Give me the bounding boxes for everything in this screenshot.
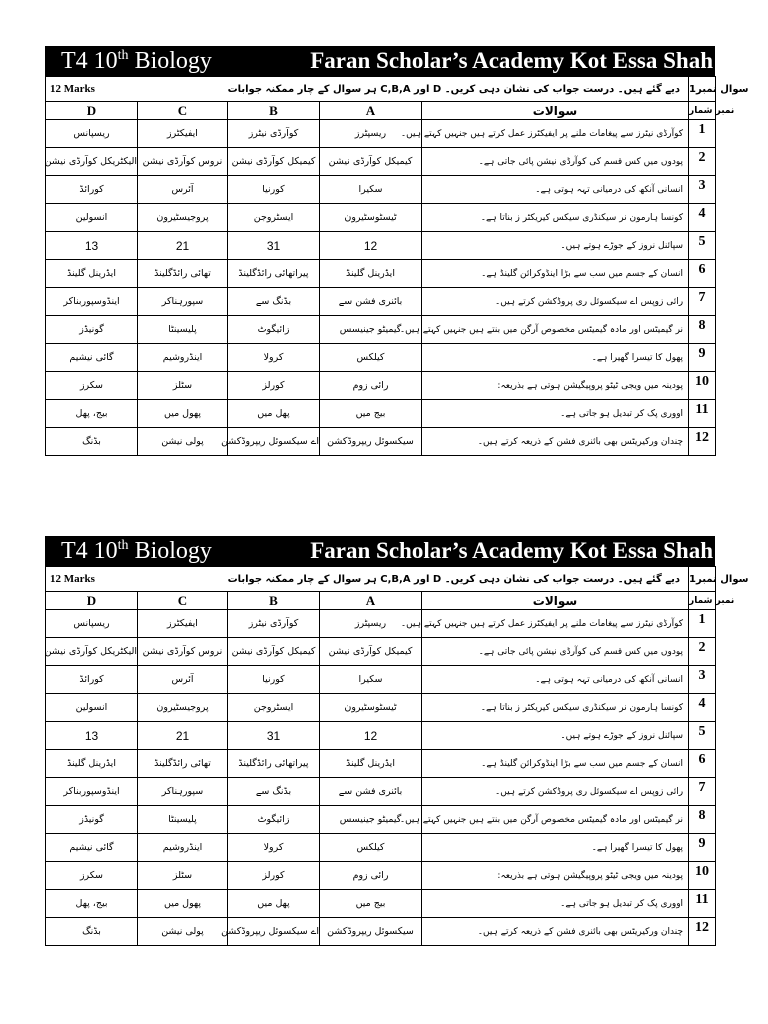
question-text: چندان ورکیریٹس بھی بائنری فشن کے ذریعہ کرتے ہیں۔ bbox=[422, 428, 689, 456]
option-c: پروجیسٹیرون bbox=[138, 204, 228, 232]
question-row bbox=[46, 834, 716, 862]
question-row bbox=[46, 400, 716, 428]
option-a: رائی زوم bbox=[320, 372, 422, 400]
marks-label: 12 Marks bbox=[46, 77, 138, 102]
question-text: پودوں میں کس قسم کی کوآرڈی نیشن پائی جاتی ہے۔ bbox=[422, 638, 689, 666]
quiz-sheet bbox=[44, 46, 749, 456]
option-c: پلیسینٹا bbox=[138, 806, 228, 834]
question-text: چندان ورکیریٹس بھی بائنری فشن کے ذریعہ کرتے ہیں۔ bbox=[422, 918, 689, 946]
question-text: پھول کا تیسرا گھیرا ہے۔ bbox=[422, 834, 689, 862]
question-row bbox=[46, 148, 716, 176]
title-banner bbox=[45, 46, 715, 76]
option-b: کورلز bbox=[228, 372, 320, 400]
question-number: 10 bbox=[689, 372, 716, 400]
option-a: بائنری فشن سے bbox=[320, 288, 422, 316]
header-row bbox=[46, 592, 716, 610]
question-text: کونسا ہارمون نر سیکنڈری سیکس کیریکٹر ز بناتا ہے۔ bbox=[422, 204, 689, 232]
option-a: ٹیسٹوسٹیرون bbox=[320, 694, 422, 722]
column-header-d: D bbox=[46, 102, 138, 120]
option-b: زائیگوٹ bbox=[228, 806, 320, 834]
question-text: نر گیمیٹس اور مادہ گیمیٹس مخصوص آرگن میں بنتے ہیں جنہیں کہتے ہیں۔ bbox=[422, 316, 689, 344]
column-header-serial: نمبر شمار bbox=[689, 592, 716, 610]
question-number: 9 bbox=[689, 344, 716, 372]
question-text: سپائنل نروز کے جوڑے ہوتے ہیں۔ bbox=[422, 722, 689, 750]
option-c: سٹلز bbox=[138, 862, 228, 890]
question-row bbox=[46, 316, 716, 344]
question-text: کوآرڈی نیٹرز سے پیغامات ملنے پر ایفیکٹرز عمل کرتے ہیں جنہیں کہتے ہیں۔ bbox=[422, 610, 689, 638]
option-c: پھول میں bbox=[138, 400, 228, 428]
option-c: سپورہناکر bbox=[138, 778, 228, 806]
column-header-c: C bbox=[138, 102, 228, 120]
question-row bbox=[46, 428, 716, 456]
instruction-text: ہر سوال کے چار ممکنہ جوابات C,B,A اور D دیے گئے ہیں۔ درست جواب کی نشان دہی کریں۔ bbox=[138, 77, 689, 102]
marks-label: 12 Marks bbox=[46, 567, 138, 592]
option-a: بائنری فشن سے bbox=[320, 778, 422, 806]
question-number: 3 bbox=[689, 176, 716, 204]
question-text: اووری پک کر تبدیل ہو جاتی ہے۔ bbox=[422, 890, 689, 918]
academy-name: Faran Scholar’s Academy Kot Essa Shah bbox=[310, 538, 713, 563]
question-row bbox=[46, 722, 716, 750]
column-header-c: C bbox=[138, 592, 228, 610]
option-d: انسولین bbox=[46, 204, 138, 232]
question-row bbox=[46, 694, 716, 722]
question-row bbox=[46, 232, 716, 260]
column-header-questions: سوالات bbox=[422, 102, 689, 120]
question-number: 2 bbox=[689, 638, 716, 666]
question-number-label: سوال نمبر1 bbox=[689, 567, 716, 592]
instruction-row bbox=[46, 77, 716, 102]
option-c: 21 bbox=[138, 722, 228, 750]
option-a: سیکسوئل ریپروڈکشن bbox=[320, 428, 422, 456]
option-b: کرولا bbox=[228, 344, 320, 372]
option-d: ریسپانس bbox=[46, 120, 138, 148]
question-row bbox=[46, 750, 716, 778]
option-b: کورنیا bbox=[228, 666, 320, 694]
question-number: 5 bbox=[689, 232, 716, 260]
option-b: بڈنگ سے bbox=[228, 288, 320, 316]
column-header-b: B bbox=[228, 592, 320, 610]
title-banner bbox=[45, 536, 715, 566]
question-number: 11 bbox=[689, 890, 716, 918]
option-b: ایسٹروجن bbox=[228, 204, 320, 232]
question-text: اووری پک کر تبدیل ہو جاتی ہے۔ bbox=[422, 400, 689, 428]
option-c: نروس کوآرڈی نیشن bbox=[138, 148, 228, 176]
option-d: اینڈوسپوربناکر bbox=[46, 778, 138, 806]
question-row bbox=[46, 372, 716, 400]
question-row bbox=[46, 260, 716, 288]
question-number: 7 bbox=[689, 288, 716, 316]
option-d: ایڈرینل گلینڈ bbox=[46, 260, 138, 288]
option-c: سپورہناکر bbox=[138, 288, 228, 316]
option-a: بیج میں bbox=[320, 890, 422, 918]
quiz-sheet bbox=[44, 536, 749, 946]
option-b: کرولا bbox=[228, 834, 320, 862]
option-b: 31 bbox=[228, 722, 320, 750]
mcq-table bbox=[44, 76, 749, 456]
option-b: پھل میں bbox=[228, 400, 320, 428]
column-header-a: A bbox=[320, 592, 422, 610]
option-b: کیمیکل کوآرڈی نیشن bbox=[228, 148, 320, 176]
mcq-table bbox=[44, 566, 749, 946]
question-text: پودینہ میں ویجی ٹیٹو پروپیگیشن ہوتی ہے بذریعہ: bbox=[422, 372, 689, 400]
option-b: ایسٹروجن bbox=[228, 694, 320, 722]
option-d: سکرز bbox=[46, 862, 138, 890]
option-b: بڈنگ سے bbox=[228, 778, 320, 806]
option-c: پھول میں bbox=[138, 890, 228, 918]
question-row bbox=[46, 778, 716, 806]
question-row bbox=[46, 666, 716, 694]
option-a: رائی زوم bbox=[320, 862, 422, 890]
column-header-b: B bbox=[228, 102, 320, 120]
question-text: رائی زوپس اے سیکسوئل ری پروڈکشن کرتے ہیں۔ bbox=[422, 288, 689, 316]
test-code: T4 10th Biology bbox=[61, 538, 212, 564]
option-a: ایڈرینل گلینڈ bbox=[320, 260, 422, 288]
option-d: اینڈوسپوربناکر bbox=[46, 288, 138, 316]
question-row bbox=[46, 918, 716, 946]
question-number-label: سوال نمبر1 bbox=[689, 77, 716, 102]
question-number: 3 bbox=[689, 666, 716, 694]
option-b: پیراتھائی رائڈگلینڈ bbox=[228, 260, 320, 288]
question-row bbox=[46, 862, 716, 890]
question-number: 4 bbox=[689, 204, 716, 232]
question-text: پودوں میں کس قسم کی کوآرڈی نیشن پائی جاتی ہے۔ bbox=[422, 148, 689, 176]
question-text: سپائنل نروز کے جوڑے ہوتے ہیں۔ bbox=[422, 232, 689, 260]
option-a: 12 bbox=[320, 232, 422, 260]
option-d: گائی نیشیم bbox=[46, 834, 138, 862]
option-c: آئرس bbox=[138, 176, 228, 204]
option-d: کورائڈ bbox=[46, 176, 138, 204]
option-d: ایڈرینل گلینڈ bbox=[46, 750, 138, 778]
option-c: آئرس bbox=[138, 666, 228, 694]
option-b: زائیگوٹ bbox=[228, 316, 320, 344]
option-d: بڈنگ bbox=[46, 918, 138, 946]
option-b: کوآرڈی نیٹرز bbox=[228, 610, 320, 638]
option-b: کورنیا bbox=[228, 176, 320, 204]
column-header-questions: سوالات bbox=[422, 592, 689, 610]
question-rows bbox=[46, 120, 716, 456]
option-c: ایفیکٹرز bbox=[138, 120, 228, 148]
option-c: اینڈروشیم bbox=[138, 344, 228, 372]
question-number: 7 bbox=[689, 778, 716, 806]
option-d: انسولین bbox=[46, 694, 138, 722]
option-b: کیمیکل کوآرڈی نیشن bbox=[228, 638, 320, 666]
option-d: کورائڈ bbox=[46, 666, 138, 694]
question-number: 5 bbox=[689, 722, 716, 750]
question-text: پودینہ میں ویجی ٹیٹو پروپیگیشن ہوتی ہے بذریعہ: bbox=[422, 862, 689, 890]
question-text: انسانی آنکھ کی درمیانی تہہ ہوتی ہے۔ bbox=[422, 176, 689, 204]
question-number: 9 bbox=[689, 834, 716, 862]
question-number: 6 bbox=[689, 260, 716, 288]
question-number: 11 bbox=[689, 400, 716, 428]
question-text: کونسا ہارمون نر سیکنڈری سیکس کیریکٹر ز بناتا ہے۔ bbox=[422, 694, 689, 722]
option-d: گونیڈز bbox=[46, 316, 138, 344]
question-number: 2 bbox=[689, 148, 716, 176]
question-number: 10 bbox=[689, 862, 716, 890]
question-row bbox=[46, 638, 716, 666]
option-a: بیج میں bbox=[320, 400, 422, 428]
option-c: سٹلز bbox=[138, 372, 228, 400]
option-a: سیکسوئل ریپروڈکشن bbox=[320, 918, 422, 946]
option-b: 31 bbox=[228, 232, 320, 260]
question-text: انسان کے جسم میں سب سے بڑا اینڈوکرائن گلینڈ ہے۔ bbox=[422, 260, 689, 288]
option-d: گونیڈز bbox=[46, 806, 138, 834]
option-a: کیمیکل کوآرڈی نیشن bbox=[320, 148, 422, 176]
question-text: انسانی آنکھ کی درمیانی تہہ ہوتی ہے۔ bbox=[422, 666, 689, 694]
option-c: پولی نیشن bbox=[138, 428, 228, 456]
option-a: کیمیکل کوآرڈی نیشن bbox=[320, 638, 422, 666]
option-d: 13 bbox=[46, 722, 138, 750]
question-text: نر گیمیٹس اور مادہ گیمیٹس مخصوص آرگن میں بنتے ہیں جنہیں کہتے ہیں۔ bbox=[422, 806, 689, 834]
question-number: 6 bbox=[689, 750, 716, 778]
option-d: الیکٹریکل کوآرڈی نیشن bbox=[46, 638, 138, 666]
option-b: کورلز bbox=[228, 862, 320, 890]
column-header-serial: نمبر شمار bbox=[689, 102, 716, 120]
header-row bbox=[46, 102, 716, 120]
question-rows bbox=[46, 610, 716, 946]
option-a: ریسپٹرز bbox=[320, 610, 422, 638]
question-row bbox=[46, 120, 716, 148]
instruction-text: ہر سوال کے چار ممکنہ جوابات C,B,A اور D دیے گئے ہیں۔ درست جواب کی نشان دہی کریں۔ bbox=[138, 567, 689, 592]
option-b: اے سیکسوئل ریپروڈکشن bbox=[228, 428, 320, 456]
option-b: اے سیکسوئل ریپروڈکشن bbox=[228, 918, 320, 946]
option-d: گائی نیشیم bbox=[46, 344, 138, 372]
option-a: کیلکس bbox=[320, 834, 422, 862]
question-row bbox=[46, 176, 716, 204]
option-c: تھائی رائڈگلینڈ bbox=[138, 260, 228, 288]
option-a: ایڈرینل گلینڈ bbox=[320, 750, 422, 778]
option-a: کیلکس bbox=[320, 344, 422, 372]
option-a: ٹیسٹوسٹیرون bbox=[320, 204, 422, 232]
option-c: 21 bbox=[138, 232, 228, 260]
question-text: رائی زوپس اے سیکسوئل ری پروڈکشن کرتے ہیں۔ bbox=[422, 778, 689, 806]
question-number: 1 bbox=[689, 120, 716, 148]
question-row bbox=[46, 344, 716, 372]
option-c: پولی نیشن bbox=[138, 918, 228, 946]
question-number: 4 bbox=[689, 694, 716, 722]
academy-name: Faran Scholar’s Academy Kot Essa Shah bbox=[310, 48, 713, 73]
option-c: پروجیسٹیرون bbox=[138, 694, 228, 722]
option-b: پھل میں bbox=[228, 890, 320, 918]
question-row bbox=[46, 610, 716, 638]
question-number: 12 bbox=[689, 428, 716, 456]
option-a: گیمیٹو جینیسس bbox=[320, 806, 422, 834]
option-c: نروس کوآرڈی نیشن bbox=[138, 638, 228, 666]
column-header-d: D bbox=[46, 592, 138, 610]
question-number: 8 bbox=[689, 316, 716, 344]
option-b: کوآرڈی نیٹرز bbox=[228, 120, 320, 148]
column-header-a: A bbox=[320, 102, 422, 120]
option-d: ریسپانس bbox=[46, 610, 138, 638]
question-text: پھول کا تیسرا گھیرا ہے۔ bbox=[422, 344, 689, 372]
option-c: پلیسینٹا bbox=[138, 316, 228, 344]
option-d: بیج، پھل bbox=[46, 400, 138, 428]
question-text: انسان کے جسم میں سب سے بڑا اینڈوکرائن گلینڈ ہے۔ bbox=[422, 750, 689, 778]
question-row bbox=[46, 288, 716, 316]
question-row bbox=[46, 806, 716, 834]
question-row bbox=[46, 890, 716, 918]
instruction-row bbox=[46, 567, 716, 592]
option-a: 12 bbox=[320, 722, 422, 750]
option-a: گیمیٹو جینیسس bbox=[320, 316, 422, 344]
option-c: ایفیکٹرز bbox=[138, 610, 228, 638]
question-row bbox=[46, 204, 716, 232]
option-d: سکرز bbox=[46, 372, 138, 400]
option-b: پیراتھائی رائڈگلینڈ bbox=[228, 750, 320, 778]
option-a: سکیرا bbox=[320, 666, 422, 694]
option-d: بڈنگ bbox=[46, 428, 138, 456]
option-c: تھائی رائڈگلینڈ bbox=[138, 750, 228, 778]
option-c: اینڈروشیم bbox=[138, 834, 228, 862]
test-code: T4 10th Biology bbox=[61, 48, 212, 74]
option-a: ریسپٹرز bbox=[320, 120, 422, 148]
question-number: 1 bbox=[689, 610, 716, 638]
option-d: بیج، پھل bbox=[46, 890, 138, 918]
question-number: 12 bbox=[689, 918, 716, 946]
question-text: کوآرڈی نیٹرز سے پیغامات ملنے پر ایفیکٹرز عمل کرتے ہیں جنہیں کہتے ہیں۔ bbox=[422, 120, 689, 148]
option-d: 13 bbox=[46, 232, 138, 260]
question-number: 8 bbox=[689, 806, 716, 834]
option-a: سکیرا bbox=[320, 176, 422, 204]
option-d: الیکٹریکل کوآرڈی نیشن bbox=[46, 148, 138, 176]
